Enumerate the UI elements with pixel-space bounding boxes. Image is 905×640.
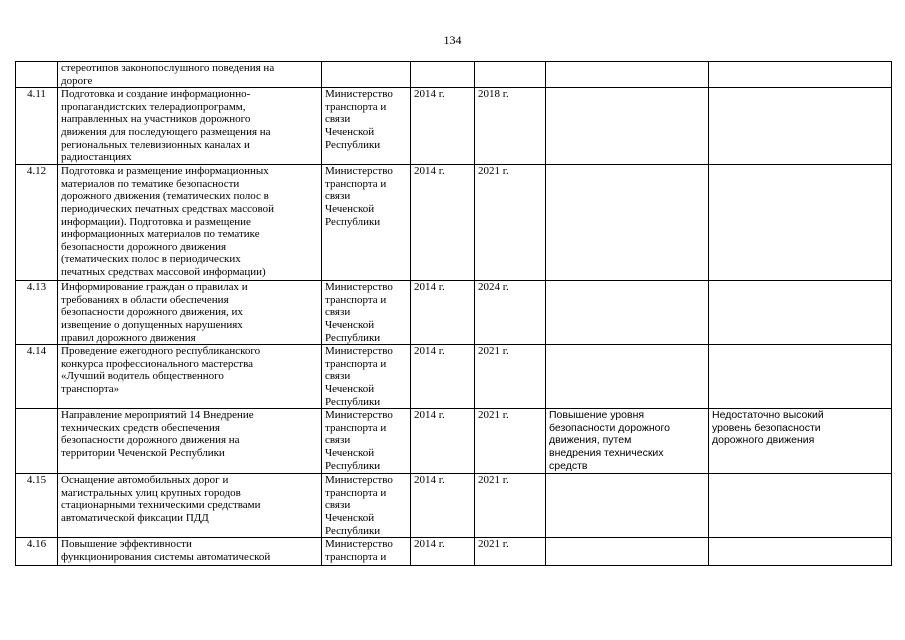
- description-line: стационарными техническими средствами: [61, 499, 261, 512]
- responsible-executor: [322, 88, 411, 165]
- description-line: стереотипов законопослушного поведения на: [61, 62, 275, 74]
- executor-line: Министерство: [325, 88, 393, 101]
- end-year: 2021 г.: [475, 538, 546, 566]
- description-line: Проведение ежегодного республиканского: [61, 345, 261, 358]
- executor-line: транспорта и: [325, 177, 387, 190]
- description-line: периодических печатных средствах массовой: [61, 202, 274, 215]
- expected-result: [546, 345, 709, 409]
- executor-line: Министерство: [325, 281, 393, 294]
- problem-statement: [709, 409, 892, 474]
- expected-result: [546, 474, 709, 538]
- problem-statement: [709, 474, 892, 538]
- description-line: направленных на участников дорожного: [61, 113, 251, 126]
- responsible-executor: [322, 345, 411, 409]
- expected-result: [546, 409, 709, 474]
- executor-line: Чеченской: [325, 125, 375, 138]
- description-line: функционирования системы автоматической: [61, 550, 271, 563]
- description-line: извещение о допущенных нарушениях: [61, 318, 243, 331]
- executor-line: связи: [325, 499, 351, 512]
- description-line: Подготовка и создание информационно-: [61, 88, 251, 101]
- measure-description: [58, 409, 322, 474]
- measure-number: 4.12: [16, 165, 58, 281]
- description-line: конкурса профессионального мастерства: [61, 357, 254, 370]
- description-line: технических средств обеспечения: [61, 421, 220, 434]
- start-year: 2014 г.: [411, 88, 475, 165]
- expected-result: [546, 281, 709, 345]
- start-year: 2014 г.: [411, 538, 475, 566]
- result-line: Повышение уровня: [549, 409, 645, 422]
- problem-statement: [709, 165, 892, 281]
- description-line: безопасности дорожного движения: [61, 240, 227, 253]
- executor-line: Республики: [325, 395, 381, 408]
- executor-line: Чеченской: [325, 202, 375, 215]
- problem-line: дорожного движения: [712, 434, 815, 447]
- description-line: Оснащение автомобильных дорог и: [61, 474, 229, 487]
- executor-line: Чеченской: [325, 511, 375, 524]
- executor-line: связи: [325, 370, 351, 383]
- expected-result: [546, 165, 709, 281]
- result-line: безопасности дорожного: [549, 421, 670, 434]
- description-line: территории Чеченской Республики: [61, 446, 225, 459]
- expected-result: [546, 62, 709, 88]
- description-line: региональных телевизионных каналах и: [61, 138, 250, 151]
- responsible-executor: [322, 474, 411, 538]
- executor-line: связи: [325, 306, 351, 319]
- description-line: радиостанциях: [61, 151, 132, 164]
- end-year: 2021 г.: [475, 474, 546, 538]
- description-line: транспорта»: [61, 382, 120, 395]
- problem-statement: [709, 62, 892, 88]
- description-line: (тематических полос в периодических: [61, 253, 241, 266]
- responsible-executor: [322, 281, 411, 345]
- executor-line: транспорта и: [325, 293, 387, 306]
- expected-result: [546, 538, 709, 566]
- problem-statement: [709, 345, 892, 409]
- start-year: 2014 г.: [411, 474, 475, 538]
- executor-line: Республики: [325, 331, 381, 344]
- responsible-executor: [322, 165, 411, 281]
- table-row: [16, 538, 892, 566]
- executor-line: Республики: [325, 524, 381, 537]
- description-line: пропагандистских телерадиопрограмм,: [61, 100, 246, 113]
- end-year: 2021 г.: [475, 345, 546, 409]
- measure-number: 4.15: [16, 474, 58, 538]
- description-line: печатных средствах массовой информации): [61, 265, 266, 278]
- table-row: [16, 345, 892, 409]
- executor-line: транспорта и: [325, 100, 387, 113]
- measure-number: 4.11: [16, 88, 58, 165]
- end-year: 2021 г.: [475, 409, 546, 474]
- executor-line: транспорта и: [325, 421, 387, 434]
- page-number: 134: [443, 33, 462, 47]
- executor-line: Министерство: [325, 345, 393, 358]
- description-line: безопасности дорожного движения на: [61, 434, 240, 447]
- executor-line: Республики: [325, 215, 381, 228]
- description-line: дороге: [61, 74, 93, 87]
- description-line: движения для последующего размещения на: [61, 125, 271, 138]
- start-year: 2014 г.: [411, 345, 475, 409]
- measure-description: [58, 165, 322, 281]
- description-line: информационных материалов по тематике: [61, 228, 260, 241]
- executor-line: транспорта и: [325, 550, 387, 563]
- executor-line: Республики: [325, 459, 381, 472]
- end-year: 2024 г.: [475, 281, 546, 345]
- description-line: магистральных улиц крупных городов: [61, 486, 241, 499]
- start-year: 2014 г.: [411, 409, 475, 474]
- start-year: [411, 62, 475, 88]
- executor-line: связи: [325, 190, 351, 203]
- measure-description: [58, 88, 322, 165]
- description-line: информации). Подготовка и размещение: [61, 215, 251, 228]
- result-line: внедрения технических: [549, 446, 664, 459]
- start-year: 2014 г.: [411, 165, 475, 281]
- problem-statement: [709, 88, 892, 165]
- problem-statement: [709, 281, 892, 345]
- description-line: «Лучший водитель общественного: [61, 370, 224, 383]
- table-row: [16, 474, 892, 538]
- result-line: средств: [549, 459, 588, 472]
- executor-line: Чеченской: [325, 318, 375, 331]
- executor-line: Министерство: [325, 538, 393, 551]
- table-row: [16, 62, 892, 88]
- end-year: [475, 62, 546, 88]
- description-line: материалов по тематике безопасности: [61, 177, 240, 190]
- executor-line: транспорта и: [325, 486, 387, 499]
- measure-number: 4.13: [16, 281, 58, 345]
- table-row: [16, 88, 892, 165]
- table-row: [16, 409, 892, 474]
- responsible-executor: [322, 409, 411, 474]
- problem-line: уровень безопасности: [712, 421, 821, 434]
- measure-number: 4.14: [16, 345, 58, 409]
- responsible-executor: [322, 538, 411, 566]
- description-line: безопасности дорожного движения, их: [61, 306, 243, 319]
- expected-result: [546, 88, 709, 165]
- start-year: 2014 г.: [411, 281, 475, 345]
- problem-statement: [709, 538, 892, 566]
- description-line: автоматической фиксации ПДД: [61, 511, 209, 524]
- end-year: 2018 г.: [475, 88, 546, 165]
- description-line: Повышение эффективности: [61, 538, 192, 551]
- executor-line: Республики: [325, 138, 381, 151]
- measure-number: 4.16: [16, 538, 58, 566]
- table-row: [16, 281, 892, 345]
- measures-table: [15, 61, 892, 566]
- executor-line: Министерство: [325, 165, 393, 178]
- measure-description: [58, 345, 322, 409]
- description-line: правил дорожного движения: [61, 331, 196, 344]
- table-row: [16, 165, 892, 281]
- measure-number: [16, 409, 58, 474]
- description-line: Направление мероприятий 14 Внедрение: [61, 409, 254, 422]
- executor-line: связи: [325, 113, 351, 126]
- executor-line: Чеченской: [325, 446, 375, 459]
- executor-line: связи: [325, 434, 351, 447]
- description-line: Информирование граждан о правилах и: [61, 281, 248, 294]
- description-line: Подготовка и размещение информационных: [61, 165, 269, 178]
- measure-description: [58, 62, 322, 88]
- executor-line: Чеченской: [325, 382, 375, 395]
- measure-description: [58, 281, 322, 345]
- measure-number: [16, 62, 58, 88]
- executor-line: транспорта и: [325, 357, 387, 370]
- end-year: 2021 г.: [475, 165, 546, 281]
- executor-line: Министерство: [325, 474, 393, 487]
- description-line: дорожного движения (тематических полос в: [61, 190, 269, 203]
- result-line: движения, путем: [549, 434, 632, 447]
- executor-line: Министерство: [325, 409, 393, 422]
- measure-description: [58, 474, 322, 538]
- measure-description: [58, 538, 322, 566]
- responsible-executor: [322, 62, 411, 88]
- description-line: требованиях в области обеспечения: [61, 293, 229, 306]
- problem-line: Недостаточно высокий: [712, 409, 824, 422]
